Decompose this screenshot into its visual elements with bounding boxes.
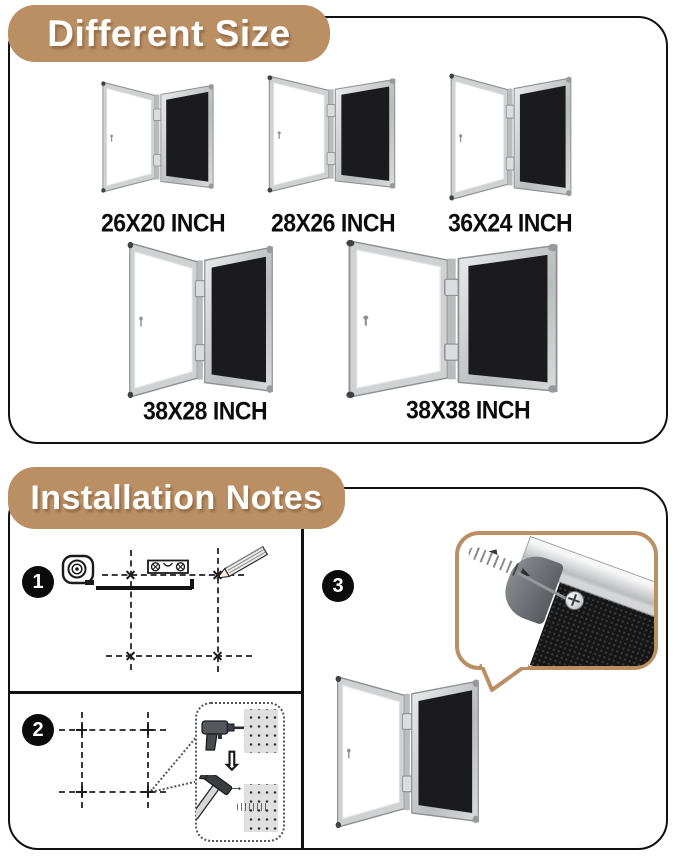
size-label-28x26: 28X26 INCH <box>270 208 396 237</box>
corner-closeup <box>459 535 654 666</box>
right-arrow-icon: → <box>229 778 244 795</box>
step-3-number: 3 <box>322 570 354 602</box>
x-mark <box>125 650 136 661</box>
tape-hook <box>190 579 194 589</box>
cell-divider-horizontal <box>10 691 303 694</box>
different-size-title: Different Size <box>8 5 330 62</box>
plus-mark <box>76 724 87 735</box>
size-label-38x38: 38X38 INCH <box>405 395 531 424</box>
bulletin-board-26x20 <box>100 80 216 194</box>
callout-tail <box>478 664 532 694</box>
screw-icon <box>565 591 584 610</box>
wall-holes-patch <box>244 709 278 753</box>
x-mark <box>212 650 223 661</box>
size-label-26x20: 26X20 INCH <box>100 208 226 237</box>
cell-divider-vertical <box>301 489 304 848</box>
down-arrow-icon: ⇩ <box>221 746 243 776</box>
pencil-icon <box>212 540 270 582</box>
tape-measure-icon <box>60 552 100 592</box>
plus-mark <box>142 786 153 797</box>
plus-mark <box>76 786 87 797</box>
spirit-level-icon <box>147 558 189 576</box>
wall-anchor-icon <box>237 803 267 811</box>
step-1-number: 1 <box>22 566 54 598</box>
open-notice-board <box>334 674 482 830</box>
bulletin-board-38x38 <box>344 238 562 400</box>
bulletin-board-38x28 <box>126 240 276 400</box>
bulletin-board-28x26 <box>266 74 398 194</box>
size-label-36x24: 36X24 INCH <box>447 208 573 237</box>
plus-mark <box>142 724 153 735</box>
step-3-callout-bubble <box>455 531 658 670</box>
x-mark <box>125 569 136 580</box>
bulletin-board-36x24 <box>448 72 574 202</box>
tape-blade <box>96 586 192 590</box>
installation-notes-title: Installation Notes <box>8 467 345 529</box>
step-2-number: 2 <box>22 714 54 746</box>
size-label-38x28: 38X28 INCH <box>142 396 268 425</box>
